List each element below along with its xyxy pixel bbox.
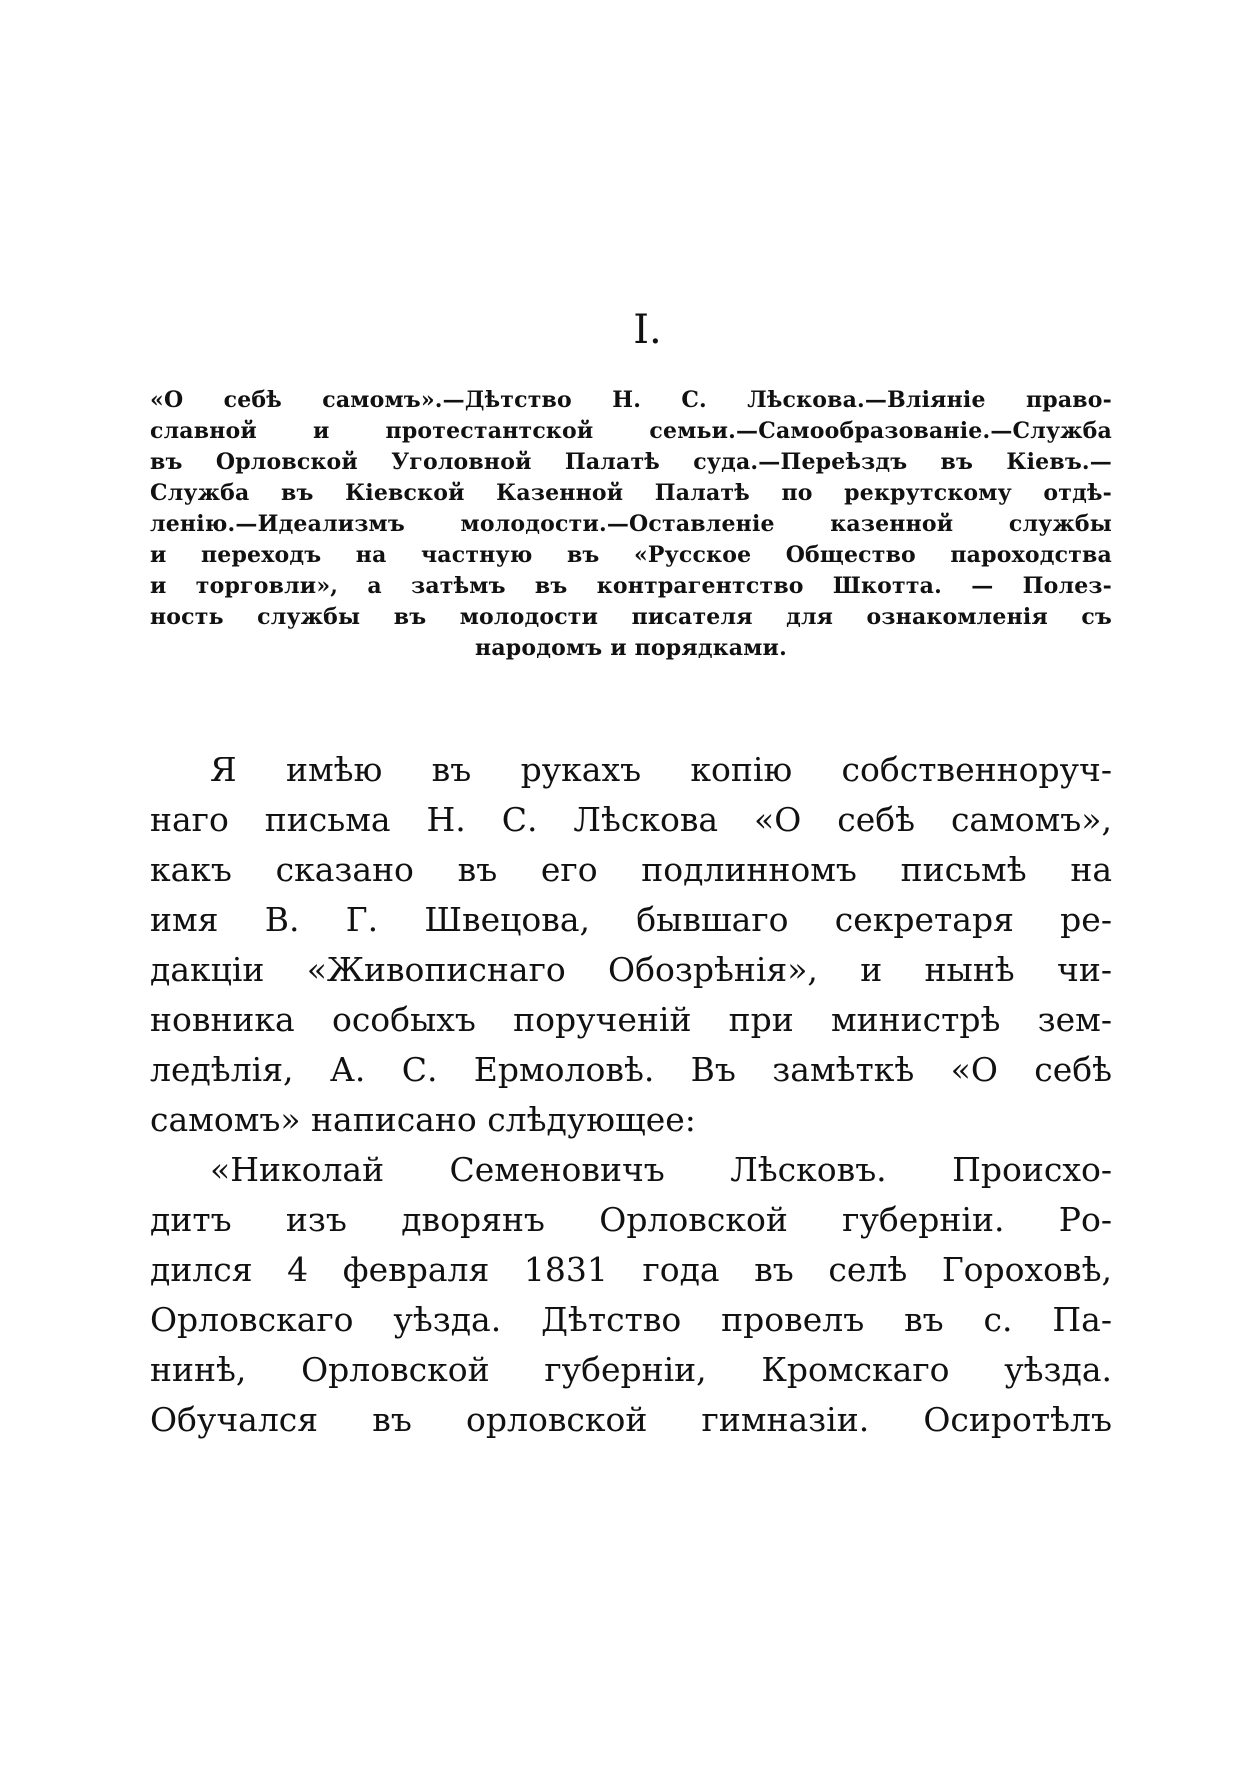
body-line: Обучался въ орловской гимназіи. Осиротѣлъ [150,1400,1112,1439]
body-line: наго письма Н. С. Лѣскова «О себѣ самомъ», [150,800,1112,839]
body-line: Я имѣю въ рукахъ копію собственноруч- [210,750,1112,789]
body-line: имя В. Г. Швецова, бывшаго секретаря ре- [150,900,1112,939]
summary-line: Служба въ Кіевской Казенной Палатѣ по рекрутскому отдѣ- [150,480,1112,506]
body-line: Орловскаго уѣзда. Дѣтство провелъ въ с. Па- [150,1300,1112,1339]
body-line: «Николай Семеновичъ Лѣсковъ. Происхо- [210,1150,1112,1189]
body-line: дакціи «Живописнаго Обозрѣнія», и нынѣ чи- [150,950,1112,989]
chapter-summary [150,385,1112,664]
body-line: какъ сказано въ его подлинномъ письмѣ на [150,850,1112,889]
body-line: дитъ изъ дворянъ Орловской губерніи. Ро- [150,1200,1112,1239]
body-line: ледѣлія, А. С. Ермоловѣ. Въ замѣткѣ «О себѣ [150,1050,1112,1089]
summary-line: и торговли», а затѣмъ въ контрагентство Шкотта. — Полез- [150,573,1112,599]
summary-line: народомъ и порядками. [475,635,787,661]
summary-line: ность службы въ молодости писателя для ознакомленія съ [150,604,1112,630]
body-line: нинѣ, Орловской губерніи, Кромскаго уѣзда. [150,1350,1112,1389]
summary-line: ленію.—Идеализмъ молодости.—Оставленіе казенной службы [150,511,1112,537]
body-text [150,745,1112,1445]
chapter-number: I. [633,307,662,353]
body-line: самомъ» написано слѣдующее: [150,1100,696,1139]
body-line: новника особыхъ порученій при министрѣ зем- [150,1000,1112,1039]
summary-line: славной и протестантской семьи.—Самообразованіе.—Служба [150,418,1112,444]
summary-line: «О себѣ самомъ».—Дѣтство Н. С. Лѣскова.—Вліяніе право- [150,387,1112,413]
summary-line: въ Орловской Уголовной Палатѣ суда.—Переѣздъ въ Кіевъ.— [150,449,1112,475]
body-line: дился 4 февраля 1831 года въ селѣ Гороховѣ, [150,1250,1112,1289]
summary-line: и переходъ на частную въ «Русское Общество пароходства [150,542,1112,568]
